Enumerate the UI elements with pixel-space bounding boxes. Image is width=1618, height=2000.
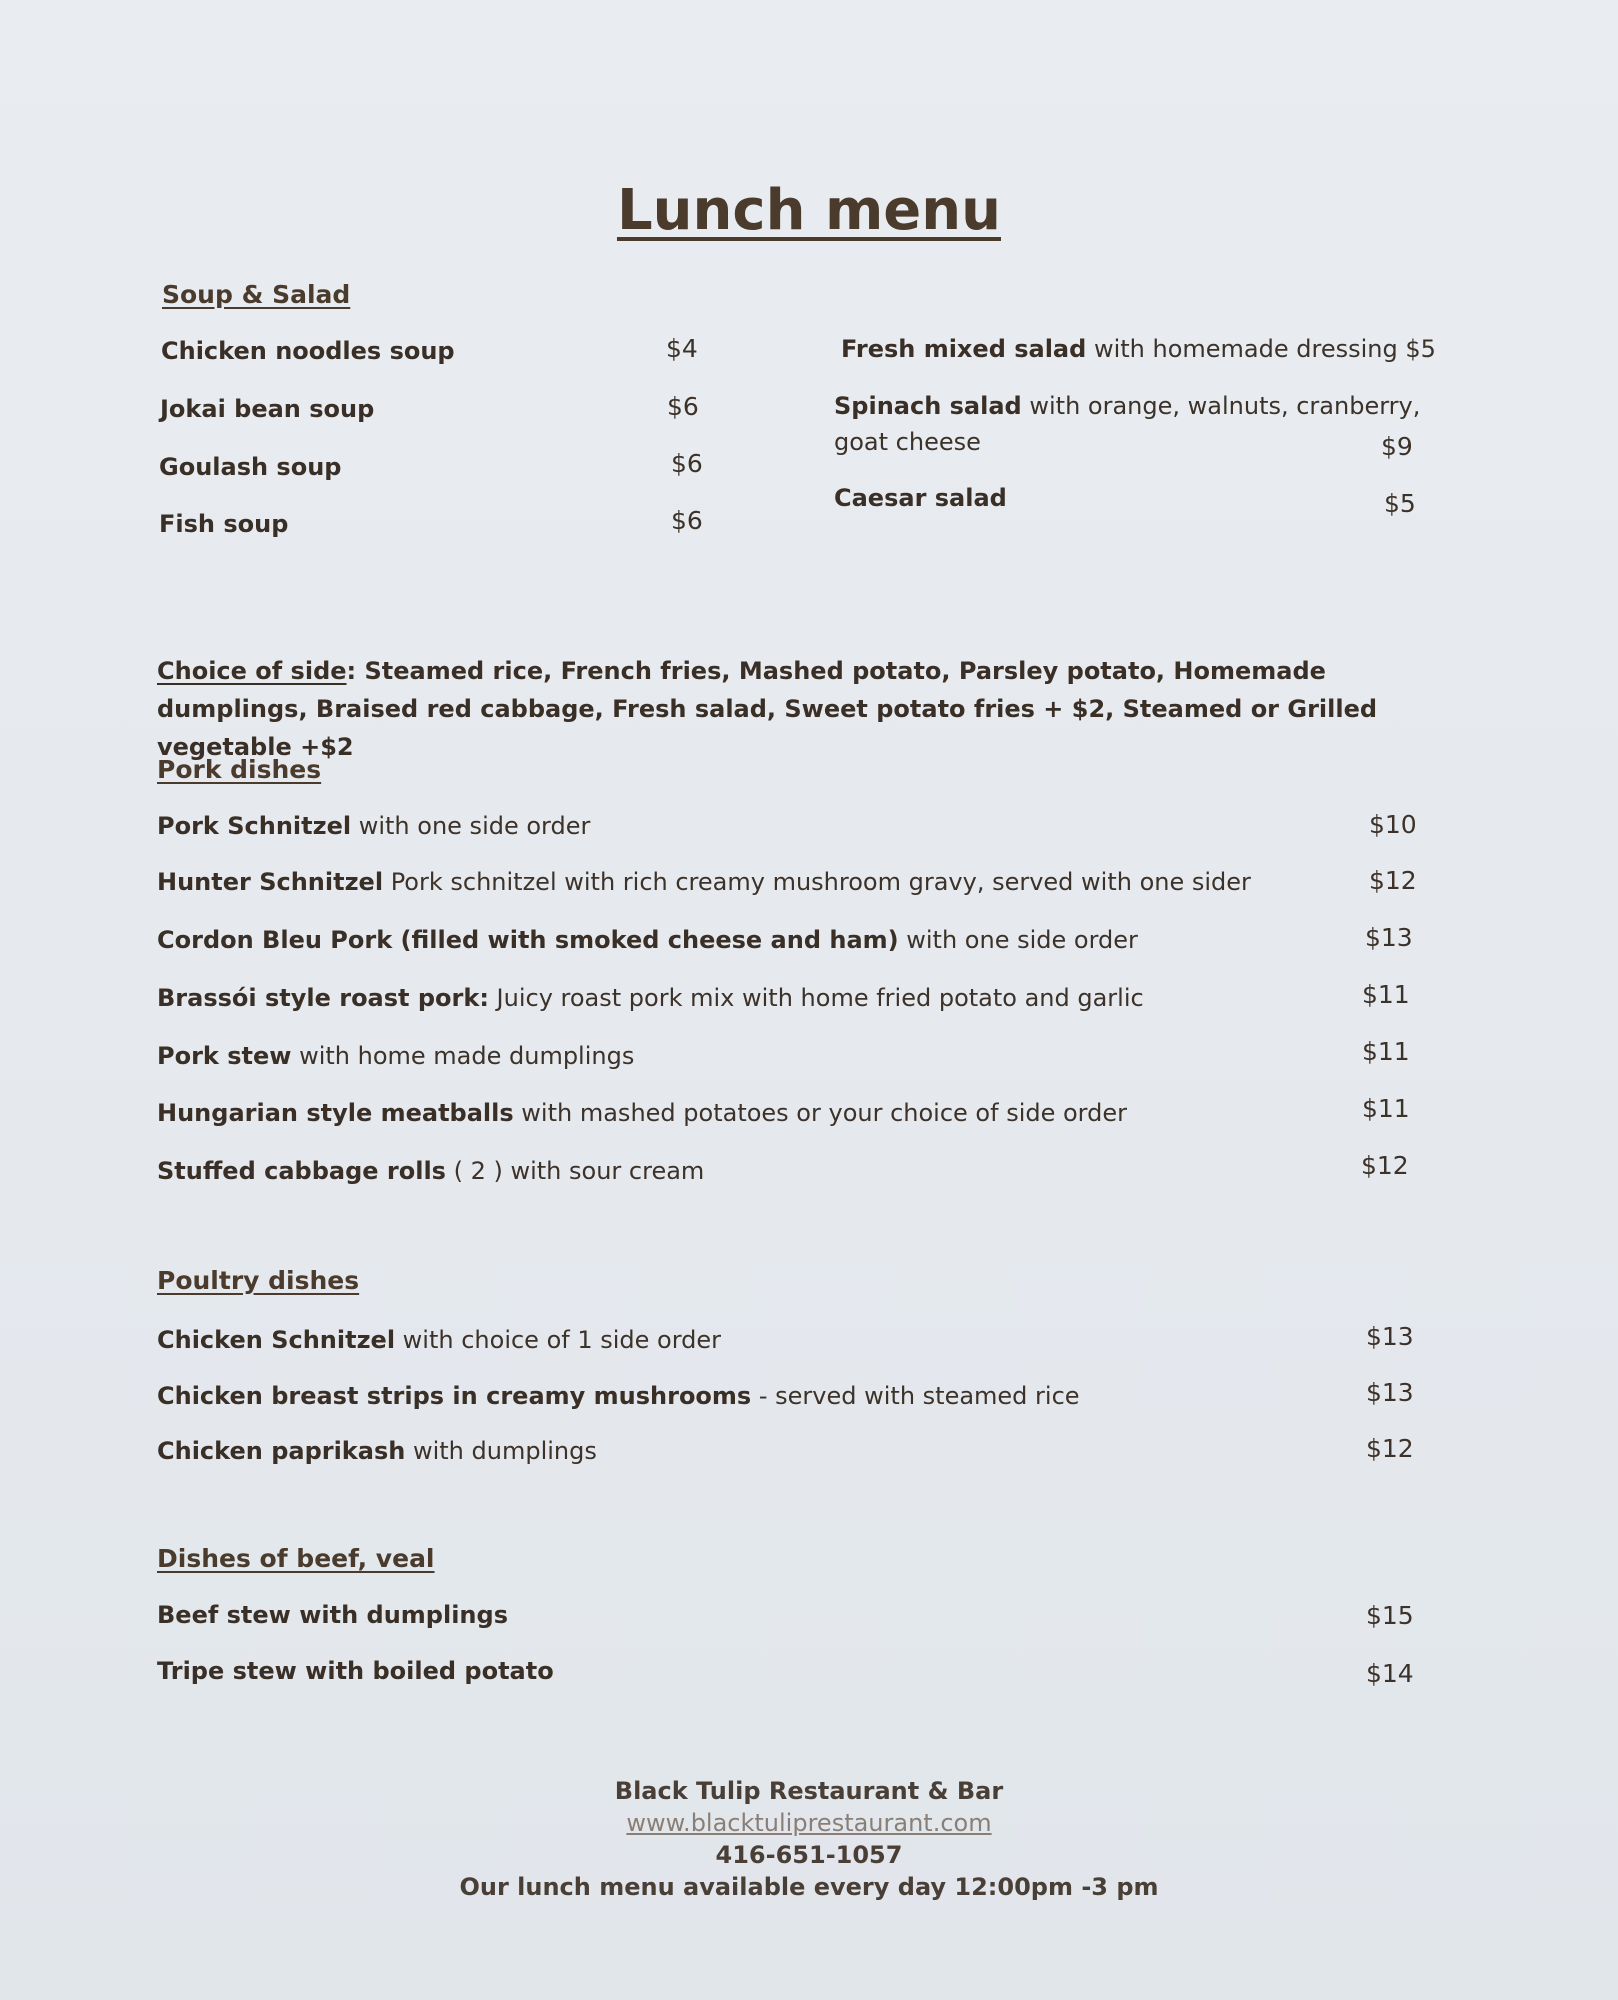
beef-price: $14 (1366, 1659, 1414, 1688)
soup-item: Fish soup (159, 510, 289, 538)
pork-price: $10 (1369, 810, 1417, 839)
salad-item: Spinach salad with orange, walnuts, cranberry, (834, 392, 1421, 420)
salad-item: Fresh mixed salad with homemade dressing $5 (841, 335, 1436, 363)
pork-price: $12 (1361, 1151, 1409, 1180)
beef-price: $15 (1366, 1601, 1414, 1630)
side-options: Choice of side: Steamed rice, French fries, Mashed potato, Parsley potato, Homemade dumplings, Braised red cabbage, Fresh salad, Sweet potato fries + $2, Steamed or Grilled vegetable +$2 (157, 657, 1378, 761)
pork-price: $11 (1362, 1037, 1410, 1066)
pork-price: $13 (1365, 923, 1413, 952)
pork-item: Hungarian style meatballs with mashed potatoes or your choice of side order (157, 1099, 1127, 1127)
phone-number: 416-651-1057 (715, 1841, 903, 1869)
restaurant-name: Black Tulip Restaurant & Bar (614, 1777, 1004, 1805)
poultry-price: $13 (1366, 1378, 1414, 1407)
poultry-item: Chicken breast strips in creamy mushrooms - served with steamed rice (157, 1382, 1080, 1410)
heading-pork: Pork dishes (157, 755, 322, 784)
soup-price: $6 (667, 392, 699, 421)
soup-price: $6 (671, 506, 703, 535)
soup-item: Goulash soup (159, 453, 342, 481)
pork-item: Pork stew with home made dumplings (157, 1042, 635, 1070)
restaurant-footer (0, 1775, 1618, 1903)
pork-item: Hunter Schnitzel Pork schnitzel with rich creamy mushroom gravy, served with one sider (157, 868, 1251, 896)
poultry-item: Chicken Schnitzel with choice of 1 side order (157, 1326, 722, 1354)
heading-poultry: Poultry dishes (157, 1266, 360, 1295)
menu-title: Lunch menu (616, 178, 1002, 243)
soup-item: Chicken noodles soup (161, 337, 455, 365)
salad-price: $9 (1381, 432, 1413, 461)
pork-price: $11 (1362, 1094, 1410, 1123)
heading-soup-salad: Soup & Salad (162, 280, 351, 309)
soup-item: Jokai bean soup (160, 395, 375, 423)
website-link[interactable]: www.blacktuliprestaurant.com (626, 1809, 992, 1837)
poultry-price: $13 (1366, 1322, 1414, 1351)
soup-price: $6 (671, 449, 703, 478)
lunch-hours: Our lunch menu available every day 12:00pm -3 pm (459, 1873, 1159, 1901)
salad-item-continued: goat cheese (834, 428, 981, 456)
poultry-item: Chicken paprikash with dumplings (157, 1437, 597, 1465)
pork-price: $12 (1369, 866, 1417, 895)
pork-item: Brassói style roast pork: Juicy roast pork mix with home fried potato and garlic (157, 984, 1144, 1012)
pork-item: Pork Schnitzel with one side order (157, 812, 591, 840)
pork-price: $11 (1362, 980, 1410, 1009)
pork-item: Cordon Bleu Pork (filled with smoked cheese and ham) with one side order (157, 926, 1138, 954)
beef-item: Beef stew with dumplings (157, 1601, 508, 1629)
poultry-price: $12 (1366, 1434, 1414, 1463)
salad-item: Caesar salad (834, 484, 1007, 512)
beef-item: Tripe stew with boiled potato (157, 1657, 554, 1685)
pork-item: Stuffed cabbage rolls ( 2 ) with sour cream (157, 1157, 705, 1185)
soup-price: $4 (666, 334, 698, 363)
heading-beef-veal: Dishes of beef, veal (157, 1544, 435, 1573)
salad-price: $5 (1384, 489, 1416, 518)
